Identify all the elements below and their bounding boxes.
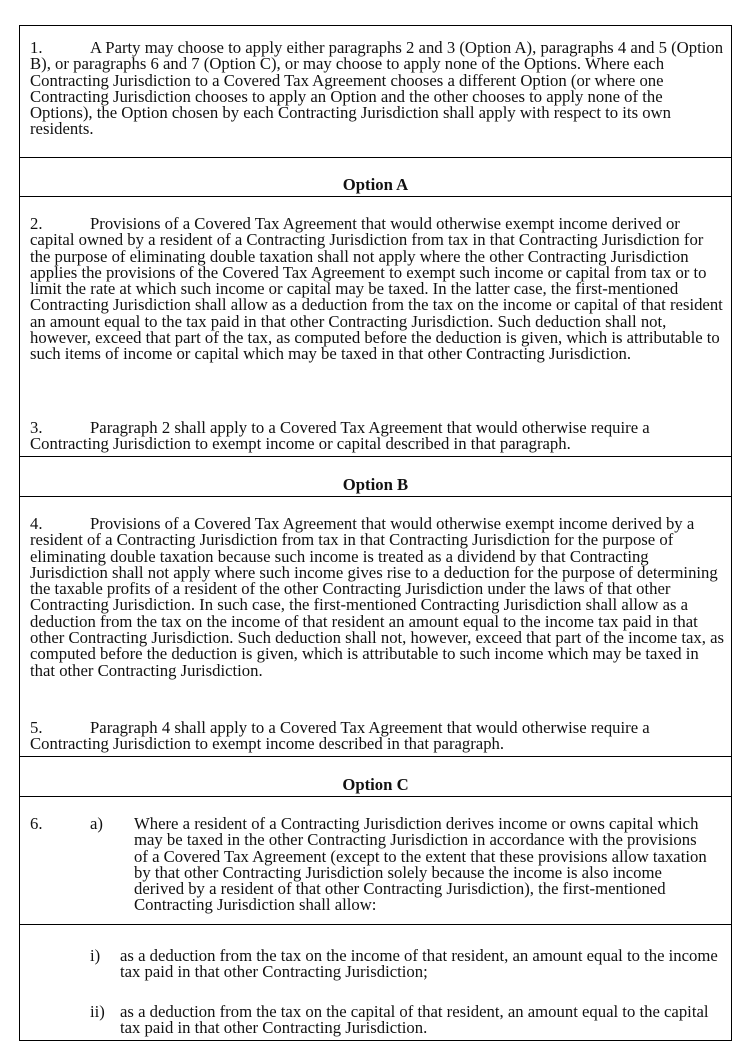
paragraph-number: 4. xyxy=(30,514,43,533)
option-a-heading: Option A xyxy=(342,175,409,194)
paragraph-3 xyxy=(30,420,726,453)
paragraph-text: Provisions of a Covered Tax Agreement that would otherwise exempt income derived by a resident of a Contracting Jurisdiction from tax in that Contracting Jurisdiction for the purpose of eliminating double taxation because such income is treated as a dividend by that Contracting Jurisdiction shall not apply where such income gives rise to a deduction for the purpose of determining the taxable profits of a resident of the other Contracting Jurisdiction under the laws of that other Contracting Jurisdiction. In such case, the first-mentioned Contracting Jurisdiction shall allow as a deduction from the tax on the income of that resident an amount equal to the income tax paid in that other Contracting Jurisdiction. Such deduction shall not, however, exceed that part of the income tax, as computed before the deduction is given, which is attributable to such income which may be taxed in that other Contracting Jurisdiction. xyxy=(30,514,724,680)
paragraph-6-number: 6. xyxy=(30,814,43,833)
item-ii-text: as a deduction from the tax on the capital of that resident, an amount equal to the capital tax paid in that other Contracting Jurisdiction. xyxy=(120,1002,709,1038)
paragraph-4 xyxy=(30,516,726,679)
divider xyxy=(20,796,731,797)
subparagraph-a-label: a) xyxy=(90,814,103,833)
paragraph-number: 5. xyxy=(30,718,43,737)
divider xyxy=(20,496,731,497)
divider xyxy=(20,756,731,757)
paragraph-number: 2. xyxy=(30,214,43,233)
document-frame xyxy=(19,25,732,1041)
paragraph-text: Paragraph 2 shall apply to a Covered Tax Agreement that would otherwise require a Contracting Jurisdiction to exempt income or capital described in that paragraph. xyxy=(30,418,650,454)
option-b-heading: Option B xyxy=(342,475,409,494)
divider xyxy=(20,924,731,925)
item-i-label: i) xyxy=(90,946,101,965)
divider xyxy=(20,157,731,158)
paragraph-2 xyxy=(30,216,726,363)
divider xyxy=(20,196,731,197)
paragraph-1 xyxy=(30,40,726,138)
paragraph-number: 3. xyxy=(30,418,43,437)
paragraph-6a-text: Where a resident of a Contracting Jurisdiction derives income or owns capital which may be taxed in the other Contracting Jurisdiction in accordance with the provisions of a Covered Tax Agreement (except to the extent that these provisions allow taxation by that other Contracting Jurisdiction solely because the income is also income derived by a resident of that other Contracting Jurisdiction), the first-mentioned Contracting Jurisdiction shall allow: xyxy=(134,814,707,915)
paragraph-5 xyxy=(30,720,726,753)
paragraph-text: Provisions of a Covered Tax Agreement that would otherwise exempt income derived or capital owned by a resident of a Contracting Jurisdiction from tax in that Contracting Jurisdiction for the purpose of eliminating double taxation shall not apply where the other Contracting Jurisdiction applies the provisions of the Covered Tax Agreement to exempt such income or capital from tax or to limit the rate at which such income or capital may be taxed. In the latter case, the first-mentioned Contracting Jurisdiction shall allow as a deduction from the tax on the income or capital of that resident an amount equal to the tax paid in that other Contracting Jurisdiction. Such deduction shall not, however, exceed that part of the tax, as computed before the deduction is given, which is attributable to such items of income or capital which may be taxed in that other Contracting Jurisdiction. xyxy=(30,214,723,364)
option-c-heading: Option C xyxy=(342,775,409,794)
item-ii-label: ii) xyxy=(90,1002,105,1021)
paragraph-text: Paragraph 4 shall apply to a Covered Tax Agreement that would otherwise require a Contracting Jurisdiction to exempt income described in that paragraph. xyxy=(30,718,650,754)
paragraph-text: A Party may choose to apply either paragraphs 2 and 3 (Option A), paragraphs 4 and 5 (Option B), or paragraphs 6 and 7 (Option C), or may choose to apply none of the Options. Where each Contracting Jurisdiction to a Covered Tax Agreement chooses a different Option (or where one Contracting Jurisdiction chooses to apply an Option and the other chooses to apply none of the Options), the Option chosen by each Contracting Jurisdiction shall apply with respect to its own residents. xyxy=(30,38,724,139)
item-i-text: as a deduction from the tax on the income of that resident, an amount equal to the income tax paid in that other Contracting Jurisdiction; xyxy=(120,946,718,982)
divider xyxy=(20,456,731,457)
paragraph-number: 1. xyxy=(30,38,43,57)
